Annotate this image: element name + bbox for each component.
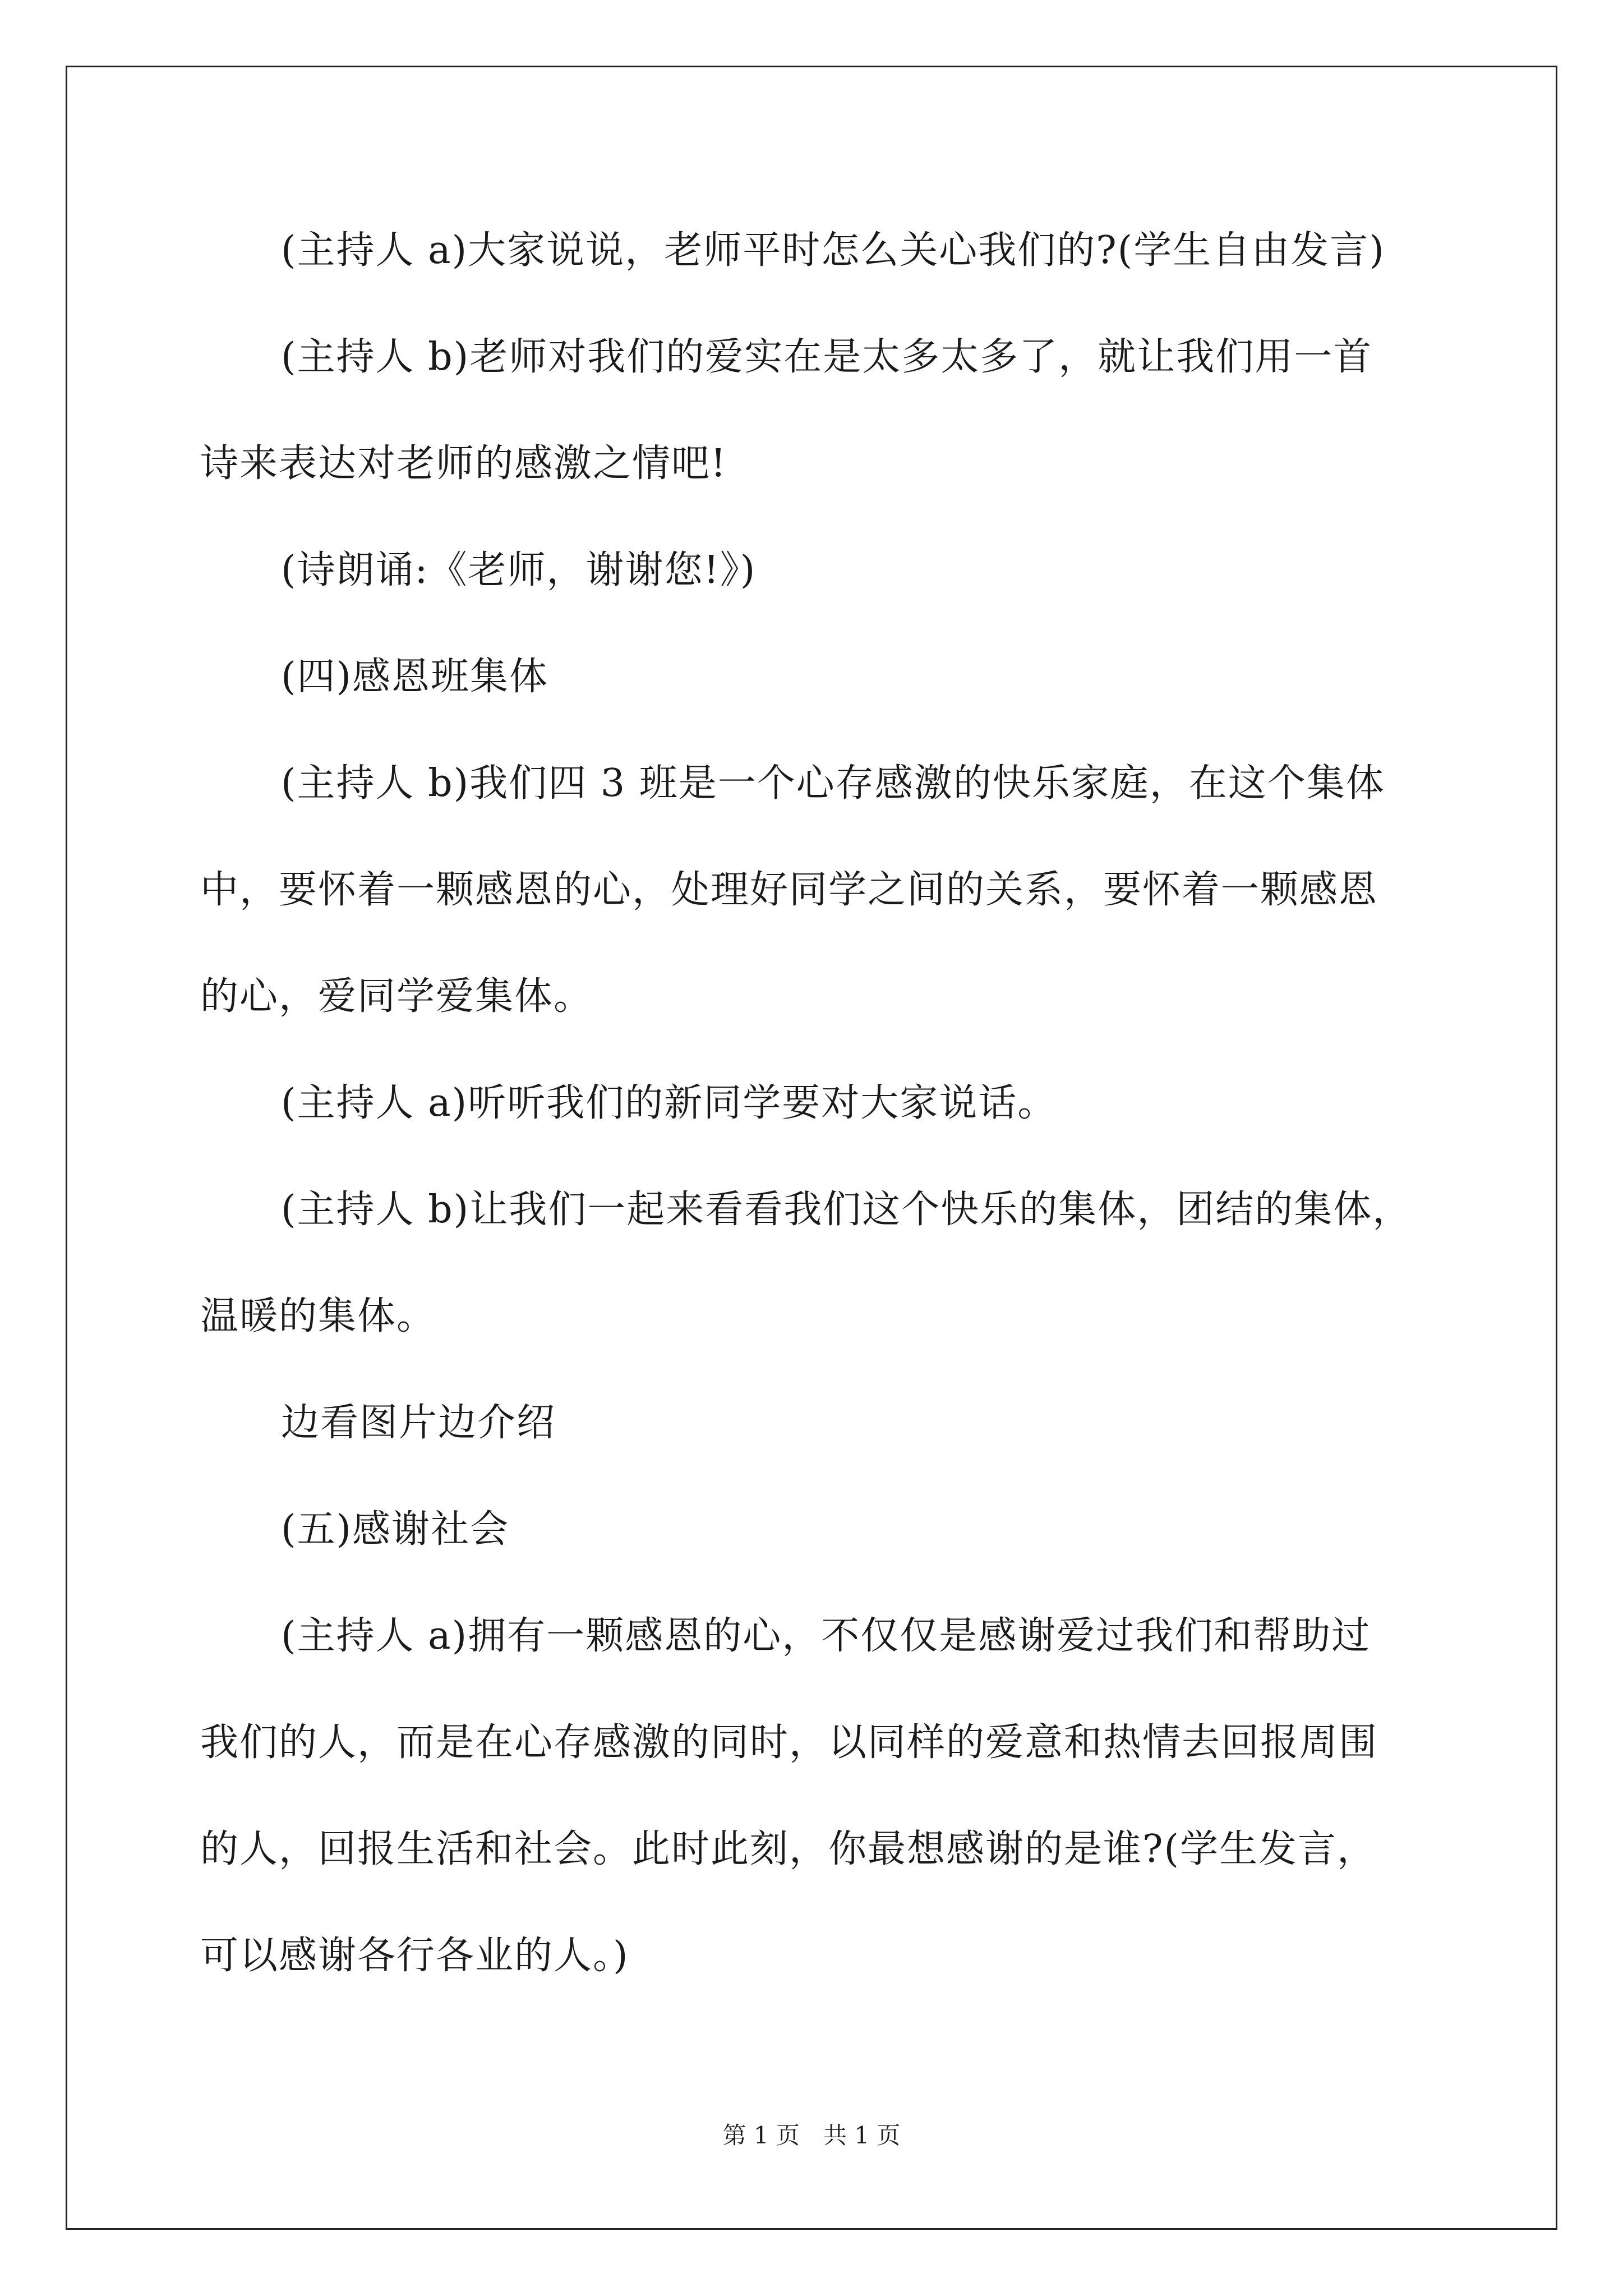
paragraph-line: 的人，回报生活和社会。此时此刻，你最想感谢的是谁?(学生发言， xyxy=(200,1827,1376,1871)
paragraph-line: (诗朗诵:《老师，谢谢您!》) xyxy=(281,548,757,592)
paragraph-line: 中，要怀着一颗感恩的心，处理好同学之间的关系，要怀着一颗感恩 xyxy=(200,868,1378,912)
paragraph-line: 可以感谢各行各业的人。) xyxy=(200,1934,629,1978)
section-heading: (四)感恩班集体 xyxy=(281,655,549,699)
paragraph-line: (主持人 b)老师对我们的爱实在是太多太多了，就让我们用一首 xyxy=(281,335,1373,379)
paragraph-line: (主持人 a)拥有一颗感恩的心，不仅仅是感谢爱过我们和帮助过 xyxy=(281,1614,1371,1658)
page-number-footer: 第 1 页 共 1 页 xyxy=(722,2122,901,2149)
paragraph-line: 温暖的集体。 xyxy=(200,1294,436,1338)
paragraph-line: 诗来表达对老师的感激之情吧! xyxy=(200,441,727,486)
paragraph-line: (主持人 b)我们四 3 班是一个心存感激的快乐家庭，在这个集体 xyxy=(281,761,1385,806)
paragraph-line: (主持人 b)让我们一起来看看我们这个快乐的集体，团结的集体， xyxy=(281,1188,1412,1232)
page-border xyxy=(66,66,1557,2230)
paragraph-line: 的心，爱同学爱集体。 xyxy=(200,974,593,1019)
paragraph-line: (主持人 a)大家说说，老师平时怎么关心我们的?(学生自由发言) xyxy=(281,228,1385,273)
paragraph-line: 边看图片边介绍 xyxy=(281,1401,556,1445)
paragraph-line: (主持人 a)听听我们的新同学要对大家说话。 xyxy=(281,1081,1057,1125)
paragraph-line: 我们的人，而是在心存感激的同时，以同样的爱意和热情去回报周围 xyxy=(200,1720,1378,1765)
section-heading: (五)感谢社会 xyxy=(281,1507,510,1552)
